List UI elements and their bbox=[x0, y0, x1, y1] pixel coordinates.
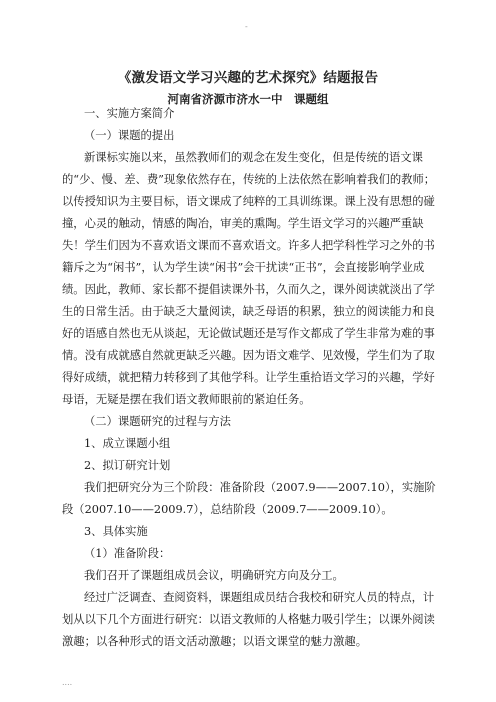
heading-step-2: 2、拟订研究计划 bbox=[84, 459, 171, 472]
heading-section-2: （二）课题研究的过程与方法 bbox=[84, 415, 231, 428]
heading-step-3: 3、具体实施 bbox=[84, 525, 148, 538]
header-mark: - bbox=[245, 22, 248, 31]
heading-sub-1: （1）准备阶段： bbox=[84, 547, 171, 560]
heading-part-1: 一、实施方案简介 bbox=[84, 107, 175, 120]
footer-mark: .... bbox=[62, 678, 73, 687]
paragraph-meeting: 我们召开了课题组成员会议，明确研究方向及分工。 bbox=[84, 569, 344, 582]
report-title: 《激发语文学习兴趣的艺术探究》结题报告 bbox=[117, 70, 379, 86]
paragraph-plan: 我们把研究分为三个阶段：准备阶段（2007.9——2007.10），实施阶段（2007.10——2009.7），总结阶段（2009.7——2009.10）。 bbox=[62, 481, 436, 516]
heading-section-1: （一）课题的提出 bbox=[84, 129, 175, 142]
report-subtitle: 河南省济源市济水一中 课题组 bbox=[167, 92, 329, 106]
paragraph-research-directions: 经过广泛调查、查阅资料，课题组成员结合我校和研究人员的特点，计划从以下几个方面进行研究：以语文教师的人格魅力吸引学生；以课外阅读激趣；以各种形式的语文活动激趣；以语文课堂的魅力激趣。 bbox=[62, 591, 435, 648]
report-body bbox=[62, 103, 438, 653]
paragraph-background: 新课标实施以来，虽然教师们的观念在发生变化，但是传统的语文课的“少、慢、差、费”现象依然存在，传统的上法依然在影响着我们的教师；以传授知识为主要目标，语文课成了纯粹的工具训练课。课上没有思想的碰撞，心灵的触动，情感的陶冶，审美的熏陶。学生语文学习的兴趣严重缺失！学生们因为不喜欢语文课而不喜欢语文。许多人把学科性学习之外的书籍斥之为“闲书”，认为学生读“闲书”会干扰读“正书”，会直接影响学业成绩。因此，教师、家长都不提倡读课外书，久而久之，课外阅读就淡出了学生的日常生活。由于缺乏大量阅读，缺乏母语的积累，独立的阅读能力和良好的语感自然也无从谈起，无论做试题还是写作文都成了学生非常为难的事情。没有成就感自然就更缺乏兴趣。因为语文难学、见效慢，学生们为了取得好成绩，就把精力转移到了其他学科。让学生重拾语文学习的兴趣，学好母语，无疑是摆在我们语文教师眼前的紧迫任务。 bbox=[62, 151, 436, 406]
heading-step-1: 1、成立课题小组 bbox=[84, 437, 171, 450]
